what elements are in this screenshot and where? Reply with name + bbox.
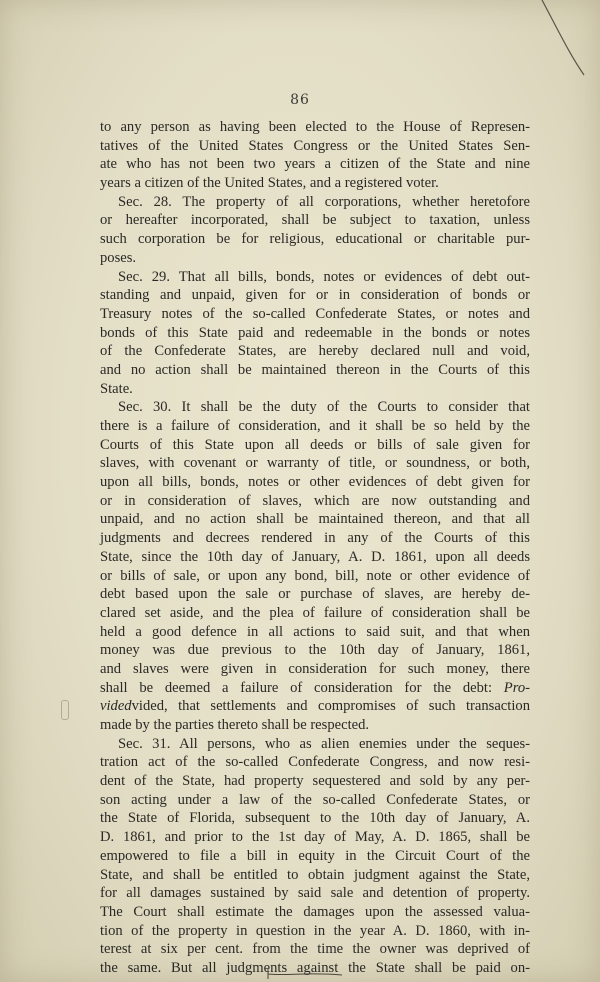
text-line: dent of the State, had property sequestered and sold by any per- (100, 773, 530, 790)
text-line: the State of Florida, subsequent to the 10th day of January, A. (100, 810, 530, 827)
text-line: years a citizen of the United States, and a registered voter. (100, 175, 439, 192)
text-line: empowered to file a bill in equity in the Circuit Court of the (100, 847, 530, 864)
section-29-start: Sec. 29. That all bills, bonds, notes or evidences of debt out- (118, 268, 530, 285)
text-line: D. 1861, and prior to the 1st day of May, A. D. 1865, shall be (100, 829, 530, 846)
text-line: upon all bills, bonds, notes or other evidences of debt given for (100, 474, 530, 491)
section-30-start: Sec. 30. It shall be the duty of the Courts to consider that (118, 399, 530, 416)
section-28-start: Sec. 28. The property of all corporations, whether heretofore (118, 193, 530, 210)
text-line: such corporation be for religious, educational or charitable pur- (100, 231, 530, 248)
text-line: unpaid, and no action shall be maintained thereon, and that all (100, 511, 530, 528)
text-line: The Court shall estimate the damages upon the assessed valua- (100, 903, 530, 920)
text-line: slaves, with covenant or warranty of title, or soundness, or both, (100, 455, 530, 472)
text-line: to any person as having been elected to the House of Represen- (100, 119, 530, 135)
document-text (100, 118, 530, 978)
text-line: Courts of this State upon all deeds or bills of sale given for (100, 436, 530, 453)
section-31-start: Sec. 31. All persons, who as alien enemies under the seques- (118, 735, 530, 752)
text-line: judgments and decrees rendered in any of the Courts of this (100, 530, 530, 547)
text-line: of the Confederate States, are hereby declared null and void, (100, 343, 530, 360)
text-line: tatives of the United States Congress or the United States Sen- (100, 137, 530, 154)
text-line: poses. (100, 249, 137, 266)
text-line: for all damages sustained by said sale and detention of property. (100, 885, 530, 902)
text-line (100, 697, 530, 716)
text-line: or in consideration of slaves, which are now outstanding and (100, 492, 530, 509)
bottom-ink-mark (262, 966, 352, 980)
text-line: or bills of sale, or upon any bond, bill, note or other evidence of (100, 567, 530, 584)
text-line: State. (100, 380, 133, 397)
text-line: the same. But all judgments against the State shall be paid on- (100, 959, 530, 976)
text-line-with-proviso (100, 679, 530, 698)
proviso-italic-cont: vided (100, 698, 132, 715)
text-line: and no action shall be maintained thereon in the Courts of this (100, 361, 530, 378)
text-segment: vided, that settlements and compromises of such transaction (131, 698, 530, 715)
text-line: ate who has not been two years a citizen of the State and nine (100, 156, 530, 173)
text-line: clared set aside, and the plea of failure of consideration shall be (100, 604, 530, 621)
text-line: bonds of this State paid and redeemable in the bonds or notes (100, 324, 530, 341)
text-line: State, and shall be entitled to obtain judgment against the State, (100, 866, 530, 883)
text-line: tration act of the so-called Confederate Congress, and now resi- (100, 754, 530, 771)
text-line: money was due previous to the 10th day of January, 1861, (100, 642, 530, 659)
text-line: standing and unpaid, given for or in consideration of bonds or (100, 287, 530, 304)
paper-fold-mark (540, 0, 600, 982)
text-line: or hereafter incorporated, shall be subject to taxation, unless (100, 212, 530, 229)
margin-smudge (61, 700, 69, 720)
proviso-italic: Pro- (503, 679, 530, 696)
text-line: and slaves were given in consideration for such money, there (100, 660, 530, 677)
text-line: Treasury notes of the so-called Confederate States, or notes and (100, 305, 530, 322)
text-line: son acting under a law of the so-called Confederate States, or (100, 791, 530, 808)
text-line: held a good defence in all actions to said suit, and that when (100, 623, 530, 640)
text-line: tion of the property in question in the year A. D. 1860, with in- (100, 922, 530, 939)
page-number: 86 (290, 92, 310, 108)
text-line: terest at six per cent. from the time the owner was deprived of (100, 941, 530, 958)
text-line: there is a failure of consideration, and it shall be so held by the (100, 418, 530, 434)
text-line: State, since the 10th day of January, A. D. 1861, upon all deeds (100, 548, 530, 565)
text-line: debt based upon the sale or purchase of slaves, are hereby de- (100, 586, 530, 603)
text-segment: shall be deemed a failure of consideration for the debt: (100, 679, 492, 696)
text-line: made by the parties thereto shall be respected. (100, 717, 370, 733)
